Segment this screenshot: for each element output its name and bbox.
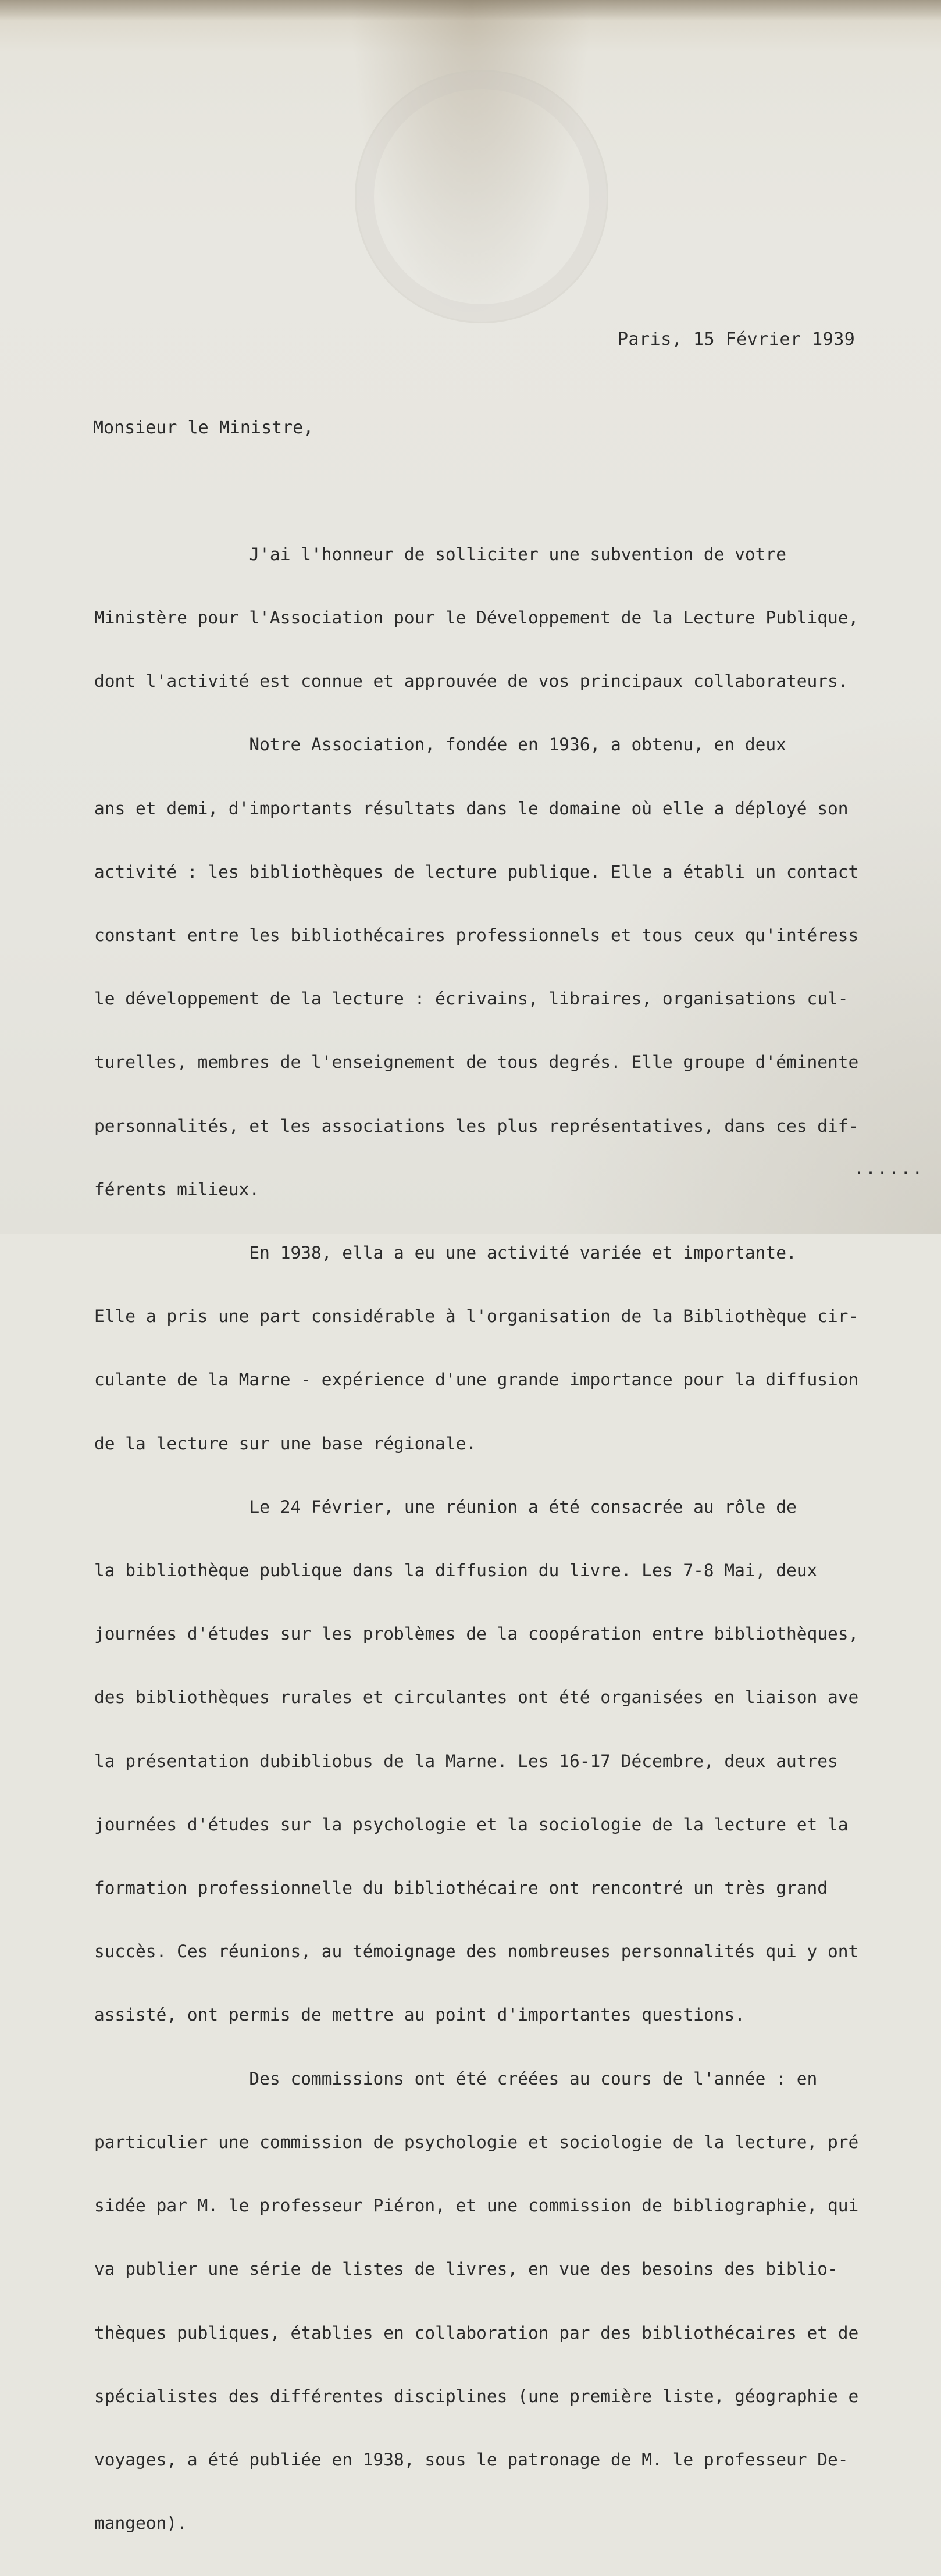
body-line: des bibliothèques rurales et circulantes ont été organisées en liaison ave bbox=[94, 1687, 859, 1708]
body-line: journées d'études sur les problèmes de la coopération entre bibliothèques, bbox=[94, 1624, 859, 1644]
body-line: succès. Ces réunions, au témoignage des nombreuses personnalités qui y ont bbox=[94, 1941, 859, 1962]
body-line: mangeon). bbox=[94, 2513, 187, 2534]
paper-edge-shadow bbox=[0, 0, 941, 21]
body-line: formation professionnelle du bibliothécaire ont rencontré un très grand bbox=[94, 1878, 828, 1898]
letter-body bbox=[94, 501, 932, 2576]
body-line: le développement de la lecture : écrivains, libraires, organisations cul- bbox=[94, 989, 849, 1009]
body-line: particulier une commission de psychologie et sociologie de la lecture, pré bbox=[94, 2132, 859, 2152]
body-line: activité : les bibliothèques de lecture publique. Elle a établi un contact bbox=[94, 861, 859, 882]
body-line: En 1938, ella a eu une activité variée et importante. bbox=[94, 1243, 797, 1263]
body-line: culante de la Marne - expérience d'une grande importance pour la diffusion bbox=[94, 1370, 859, 1390]
body-line: constant entre les bibliothécaires professionnels et tous ceux qu'intéress bbox=[94, 925, 859, 946]
body-line: dont l'activité est connue et approuvée de vos principaux collaborateurs. bbox=[94, 671, 849, 692]
body-line: J'ai l'honneur de solliciter une subvention de votre bbox=[94, 544, 786, 564]
body-line: Le 24 Février, une réunion a été consacrée au rôle de bbox=[94, 1497, 797, 1517]
body-line: assisté, ont permis de mettre au point d'importantes questions. bbox=[94, 2005, 745, 2025]
continuation-dots: ...... bbox=[854, 1159, 924, 1179]
body-line: journées d'études sur la psychologie et la sociologie de la lecture et la bbox=[94, 1814, 849, 1834]
body-line: Notre Association, fondée en 1936, a obtenu, en deux bbox=[94, 735, 786, 755]
body-line: sidée par M. le professeur Piéron, et une commission de bibliographie, qui bbox=[94, 2196, 859, 2216]
body-line: va publier une série de listes de livres, en vue des besoins des biblio- bbox=[94, 2259, 838, 2279]
body-line: Des commissions ont été créées au cours de l'année : en bbox=[94, 2068, 818, 2089]
body-line: spécialistes des différentes disciplines (une première liste, géographie e bbox=[94, 2386, 859, 2406]
body-line: la présentation dubibliobus de la Marne. Les 16-17 Décembre, deux autres bbox=[94, 1751, 838, 1771]
body-line: personnalités, et les associations les plus représentatives, dans ces dif- bbox=[94, 1116, 859, 1136]
body-line: turelles, membres de l'enseignement de tous degrés. Elle groupe d'éminente bbox=[94, 1052, 859, 1073]
body-line: thèques publiques, établies en collaboration par des bibliothécaires et de bbox=[94, 2322, 859, 2343]
letter-date: Paris, 15 Février 1939 bbox=[618, 329, 856, 350]
body-line: voyages, a été publiée en 1938, sous le patronage de M. le professeur De- bbox=[94, 2449, 849, 2470]
salutation: Monsieur le Ministre, bbox=[93, 418, 314, 438]
body-line: ans et demi, d'importants résultats dans le domaine où elle a déployé son bbox=[94, 798, 849, 818]
body-line: de la lecture sur une base régionale. bbox=[94, 1433, 477, 1453]
body-line: Ministère pour l'Association pour le Développement de la Lecture Publique, bbox=[94, 608, 859, 628]
body-line: Elle a pris une part considérable à l'organisation de la Bibliothèque cir- bbox=[94, 1306, 859, 1327]
body-line: la bibliothèque publique dans la diffusion du livre. Les 7-8 Mai, deux bbox=[94, 1560, 818, 1581]
body-line: férents milieux. bbox=[94, 1179, 260, 1199]
watermark-seal bbox=[355, 70, 608, 323]
